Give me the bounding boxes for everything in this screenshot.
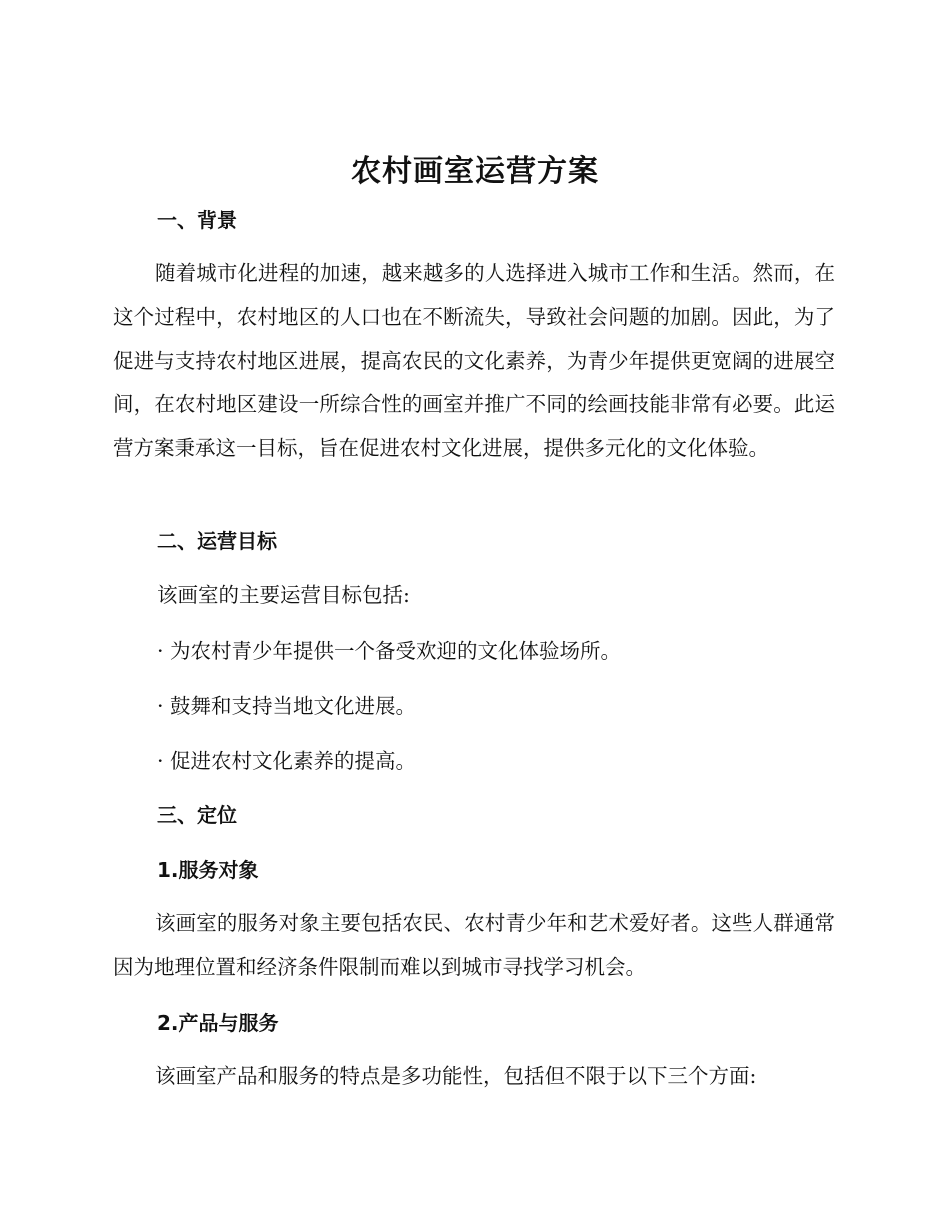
- background-paragraph: 随着城市化进程的加速，越来越多的人选择进入城市工作和生活。然而，在这个过程中，农村地区的人口也在不断流失，导致社会问题的加剧。因此，为了促进与支持农村地区进展，提高农民的文化素养，为青少年提供更宽阔的进展空间，在农村地区建设一所综合性的画室并推广不同的绘画技能非常有必要。此运营方案秉承这一目标，旨在促进农村文化进展，提供多元化的文化体验。: [113, 261, 835, 461]
- goal-item-2: · 鼓舞和支持当地文化进展。: [157, 694, 417, 718]
- subheading-service-targets: 1.服务对象: [157, 858, 259, 882]
- section-heading-positioning: 三、定位: [157, 803, 237, 827]
- products-services-paragraph: 该画室产品和服务的特点是多功能性，包括但不限于以下三个方面:: [155, 1064, 757, 1088]
- subheading-products-services: 2.产品与服务: [157, 1011, 279, 1035]
- document-title: 农村画室运营方案: [351, 154, 599, 189]
- section-heading-background: 一、背景: [157, 208, 237, 232]
- service-targets-paragraph: 该画室的服务对象主要包括农民、农村青少年和艺术爱好者。这些人群通常因为地理位置和经济条件限制而难以到城市寻找学习机会。: [113, 911, 835, 979]
- goal-item-1: · 为农村青少年提供一个备受欢迎的文化体验场所。: [157, 639, 622, 663]
- goal-item-3: · 促进农村文化素养的提高。: [157, 749, 417, 773]
- goals-intro: 该画室的主要运营目标包括:: [157, 583, 410, 607]
- section-heading-goals: 二、运营目标: [157, 529, 277, 553]
